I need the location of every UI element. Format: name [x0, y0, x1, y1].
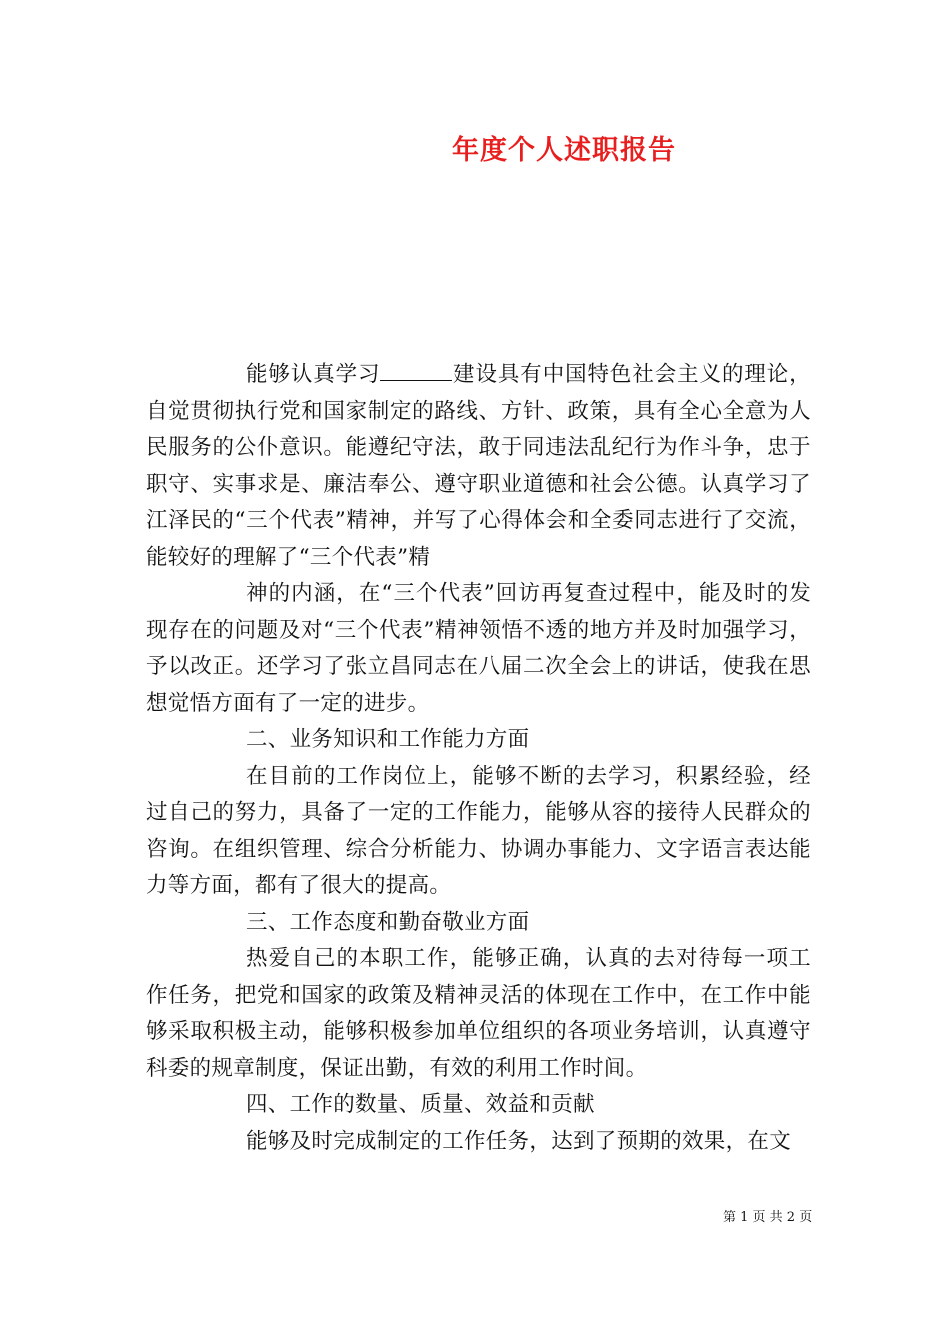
paragraph-5: 能够及时完成制定的工作任务，达到了预期的效果，在文	[246, 1128, 792, 1154]
page-number-footer: 第 1 页 共 2 页	[723, 1210, 813, 1225]
paragraph-2: 神的内涵，在“三个代表”回访再复查过程中，能及时的发现存在的问题及对“三个代表”精神领悟不透的地方并及时加强学习，予以改正。还学习了张立昌同志在八届二次全会上的讲话，使我在思想觉悟方面有了一定的进步。	[146, 581, 811, 716]
page-title: 年度个人述职报告	[452, 135, 676, 166]
document-body	[146, 357, 811, 1160]
paragraph-4: 热爱自己的本职工作，能够正确，认真的去对待每一项工作任务，把党和国家的政策及精神灵活的体现在工作中，在工作中能够采取积极主动，能够积极参加单位组织的各项业务培训，认真遵守科委的规章制度，保证出勤，有效的利用工作时间。	[146, 946, 811, 1081]
section-heading-2: 二、业务知识和工作能力方面	[246, 727, 530, 752]
paragraph-3: 在目前的工作岗位上，能够不断的去学习，积累经验，经过自己的努力，具备了一定的工作能力，能够从容的接待人民群众的咨询。在组织管理、综合分析能力、协调办事能力、文字语言表达能力等方面，都有了很大的提高。	[146, 763, 811, 898]
section-heading-3: 三、工作态度和勤奋敬业方面	[246, 909, 530, 935]
paragraph-1	[146, 357, 811, 576]
paragraph-1-start: 能够认真学习	[246, 362, 381, 387]
section-heading-4: 四、工作的数量、质量、效益和贡献	[246, 1092, 595, 1117]
blank-underline	[380, 360, 452, 381]
paragraph-1-rest: 建设具有中国特色社会主义的理论，自觉贯彻执行党和国家制定的路线、方针、政策，具有全心全意为人民服务的公仆意识。能遵纪守法，敢于同违法乱纪行为作斗争，忠于职守、实事求是、廉洁奉公、遵守职业道德和社会公德。认真学习了江泽民的“三个代表”精神，并写了心得体会和全委同志进行了交流，能较好的理解了“三个代表”精	[146, 362, 811, 570]
